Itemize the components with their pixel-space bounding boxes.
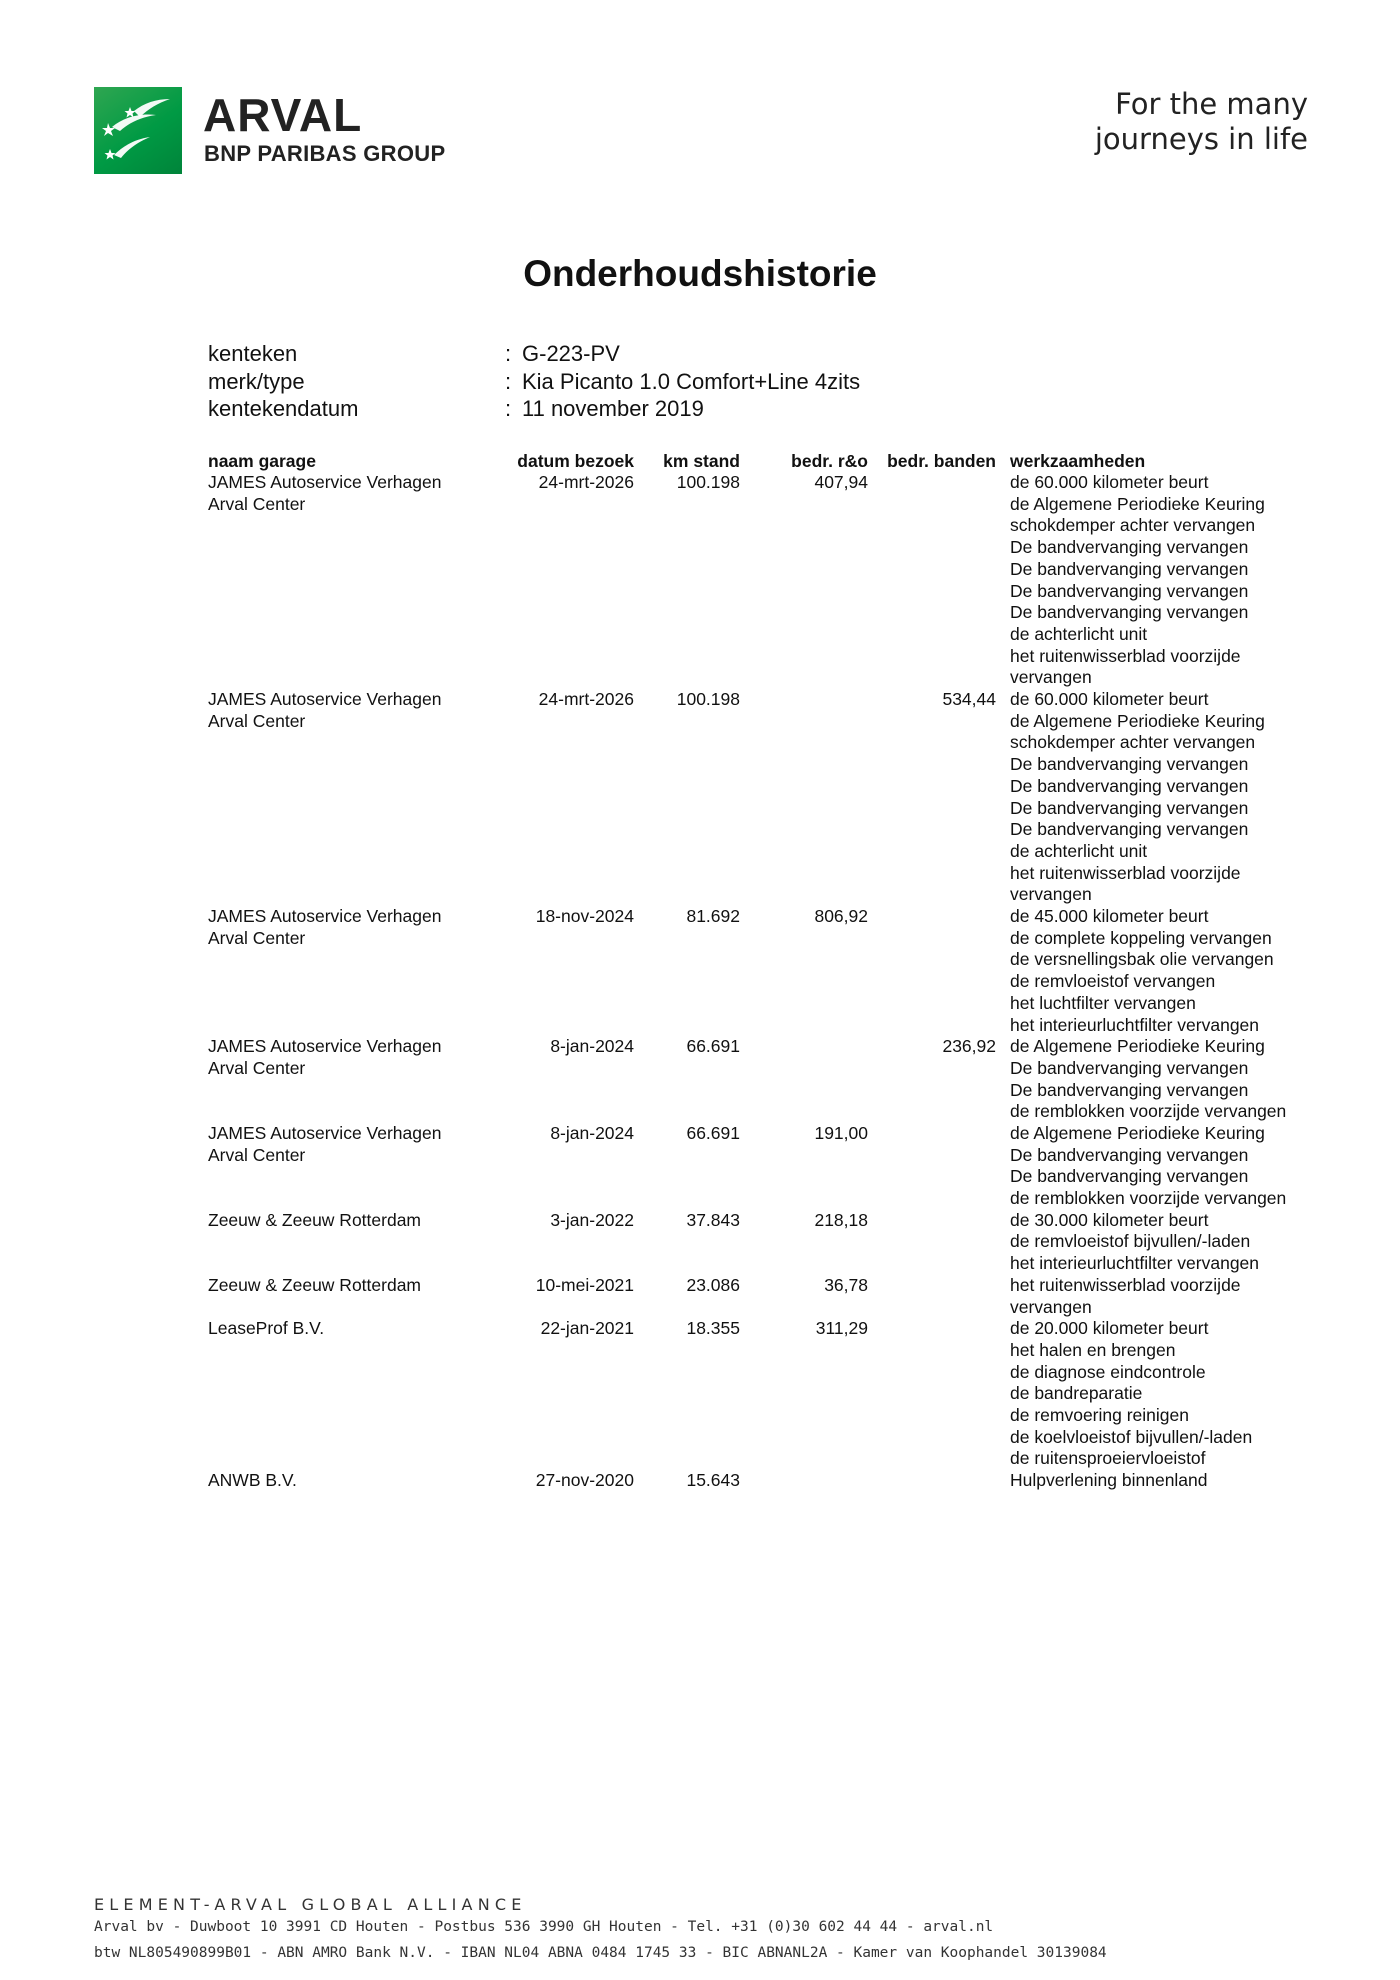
work-item: het halen en brengen	[1010, 1339, 1176, 1360]
vehicle-info-separator: :	[505, 396, 512, 421]
work-item: schokdemper achter vervangen	[1010, 732, 1256, 753]
work-item: De bandvervanging vervangen	[1010, 1057, 1249, 1078]
work-item: vervangen	[1010, 667, 1092, 688]
footer-address: Arval bv - Duwboot 10 3991 CD Houten - Postbus 536 3990 GH Houten - Tel. +31 (0)30 602 44 44 - arval.nl	[94, 1919, 994, 1935]
work-item: de remblokken voorzijde vervangen	[1010, 1101, 1287, 1122]
work-item: de remvoering reinigen	[1010, 1405, 1189, 1426]
work-item: de complete koppeling vervangen	[1010, 927, 1272, 948]
header-tyres: bedr. banden	[887, 451, 996, 471]
table-body	[208, 472, 1318, 1492]
work-item: De bandvervanging vervangen	[1010, 1166, 1249, 1187]
table-row	[208, 1036, 1318, 1123]
work-item: de Algemene Periodieke Keuring	[1010, 1036, 1265, 1057]
cell-km: 81.692	[686, 906, 740, 926]
cell-km: 23.086	[686, 1274, 740, 1295]
garage-line: Arval Center	[208, 493, 306, 514]
header-date: datum bezoek	[517, 451, 634, 471]
vehicle-info-label: kentekendatum	[208, 396, 359, 421]
header-km: km stand	[663, 451, 740, 471]
table-row	[208, 1318, 1318, 1470]
work-item: De bandvervanging vervangen	[1010, 1144, 1249, 1165]
cell-km: 100.198	[676, 472, 740, 492]
work-item: de achterlicht unit	[1010, 840, 1148, 861]
work-item: vervangen	[1010, 1296, 1092, 1317]
work-item: het interieurluchtfilter vervangen	[1010, 1014, 1260, 1035]
vehicle-info-value: 11 november 2019	[522, 396, 704, 421]
cell-km: 66.691	[686, 1036, 740, 1057]
table-header	[208, 450, 1318, 472]
arval-logo-mark	[94, 87, 182, 174]
cell-work	[1010, 689, 1265, 906]
cell-repair: 218,18	[814, 1209, 868, 1230]
cell-work	[1010, 906, 1274, 1036]
work-item: De bandvervanging vervangen	[1010, 775, 1249, 796]
garage-line: Arval Center	[208, 1144, 306, 1165]
work-item: de Algemene Periodieke Keuring	[1010, 710, 1265, 731]
work-item: de 30.000 kilometer beurt	[1010, 1209, 1209, 1230]
table-row	[208, 1470, 1318, 1492]
work-item: het ruitenwisserblad voorzijde	[1010, 1274, 1241, 1295]
work-item: de remvloeistof vervangen	[1010, 971, 1216, 992]
cell-repair: 191,00	[814, 1122, 868, 1143]
cell-date: 10-mei-2021	[535, 1274, 634, 1295]
cell-km: 66.691	[686, 1122, 740, 1143]
work-item: het interieurluchtfilter vervangen	[1010, 1253, 1260, 1274]
garage-line: JAMES Autoservice Verhagen	[208, 472, 442, 492]
work-item: De bandvervanging vervangen	[1010, 537, 1249, 558]
table-row	[208, 472, 1318, 689]
work-item: De bandvervanging vervangen	[1010, 558, 1249, 579]
cell-date: 18-nov-2024	[535, 906, 634, 926]
brand-name: ARVAL	[203, 89, 363, 141]
work-item: de versnellingsbak olie vervangen	[1010, 949, 1274, 970]
work-item: de Algemene Periodieke Keuring	[1010, 1122, 1265, 1143]
table-row	[208, 906, 1318, 1036]
work-item: de remvloeistof bijvullen/-laden	[1010, 1231, 1251, 1252]
work-item: de Algemene Periodieke Keuring	[1010, 493, 1265, 514]
work-item: schokdemper achter vervangen	[1010, 515, 1256, 536]
work-item: De bandvervanging vervangen	[1010, 819, 1249, 840]
cell-work	[1010, 1210, 1259, 1275]
cell-tyres: 534,44	[942, 689, 996, 709]
work-item: de diagnose eindcontrole	[1010, 1361, 1206, 1382]
work-item: Hulpverlening binnenland	[1010, 1470, 1208, 1491]
cell-km: 37.843	[686, 1209, 740, 1230]
stars-icon	[94, 87, 182, 174]
vehicle-info-value: G-223-PV	[522, 341, 620, 366]
work-item: de 20.000 kilometer beurt	[1010, 1318, 1209, 1339]
cell-work	[1010, 1470, 1208, 1492]
table-row	[208, 1275, 1318, 1318]
work-item: De bandvervanging vervangen	[1010, 797, 1249, 818]
header-repair: bedr. r&o	[791, 451, 868, 471]
work-item: het luchtfilter vervangen	[1010, 992, 1196, 1013]
cell-repair: 806,92	[814, 906, 868, 926]
cell-km: 18.355	[686, 1318, 740, 1339]
vehicle-info-label: merk/type	[208, 368, 305, 394]
work-item: De bandvervanging vervangen	[1010, 1079, 1249, 1100]
cell-date: 22-jan-2021	[540, 1318, 634, 1339]
tagline-line1: For the many	[1115, 87, 1308, 121]
maintenance-table	[208, 450, 1318, 1492]
document-title: Onderhoudshistorie	[523, 253, 877, 294]
table-row	[208, 1123, 1318, 1210]
garage-line: Arval Center	[208, 1057, 306, 1078]
cell-repair: 311,29	[815, 1318, 868, 1339]
cell-work	[1010, 1318, 1252, 1470]
cell-date: 27-nov-2020	[535, 1470, 634, 1491]
header-garage: naam garage	[208, 451, 316, 471]
cell-date: 24-mrt-2026	[538, 689, 634, 709]
header-work: werkzaamheden	[1010, 451, 1146, 471]
work-item: de achterlicht unit	[1010, 623, 1148, 644]
footer-registration: btw NL805490899B01 - ABN AMRO Bank N.V. - IBAN NL04 ABNA 0484 1745 33 - BIC ABNANL2A - Kamer van Koophandel 30139084	[94, 1945, 1107, 1961]
tagline-line2: journeys in life	[1094, 122, 1308, 156]
cell-work	[1010, 1275, 1241, 1318]
garage-line: Zeeuw & Zeeuw Rotterdam	[208, 1274, 422, 1295]
work-item: de ruitensproeiervloeistof	[1010, 1448, 1206, 1469]
work-item: het ruitenwisserblad voorzijde	[1010, 645, 1241, 666]
work-item: De bandvervanging vervangen	[1010, 602, 1249, 623]
cell-tyres: 236,92	[942, 1036, 996, 1057]
cell-date: 24-mrt-2026	[538, 472, 634, 492]
cell-repair: 36,78	[824, 1274, 868, 1295]
garage-line: JAMES Autoservice Verhagen	[208, 906, 442, 926]
table-row	[208, 1210, 1318, 1275]
garage-line: ANWB B.V.	[208, 1470, 297, 1491]
work-item: De bandvervanging vervangen	[1010, 754, 1249, 775]
cell-work	[1010, 472, 1265, 689]
cell-km: 15.643	[686, 1470, 740, 1491]
garage-line: LeaseProf B.V.	[208, 1318, 325, 1339]
work-item: de remblokken voorzijde vervangen	[1010, 1188, 1287, 1209]
garage-line: JAMES Autoservice Verhagen	[208, 1122, 442, 1143]
garage-line: JAMES Autoservice Verhagen	[208, 689, 442, 709]
garage-line: JAMES Autoservice Verhagen	[208, 1036, 442, 1057]
vehicle-info-label: kenteken	[208, 341, 298, 366]
cell-date: 8-jan-2024	[550, 1036, 634, 1057]
work-item: de 45.000 kilometer beurt	[1010, 906, 1209, 926]
cell-repair: 407,94	[814, 472, 868, 492]
garage-line: Arval Center	[208, 710, 306, 731]
cell-date: 8-jan-2024	[550, 1122, 634, 1143]
tagline	[1008, 87, 1308, 157]
work-item: de 60.000 kilometer beurt	[1010, 689, 1209, 709]
work-item: de 60.000 kilometer beurt	[1010, 472, 1209, 492]
work-item: De bandvervanging vervangen	[1010, 580, 1249, 601]
work-item: de bandreparatie	[1010, 1383, 1143, 1404]
work-item: het ruitenwisserblad voorzijde	[1010, 862, 1241, 883]
brand-group: BNP PARIBAS GROUP	[204, 141, 446, 166]
cell-work	[1010, 1123, 1286, 1210]
vehicle-info-separator: :	[505, 368, 512, 394]
footer-alliance: ELEMENT-ARVAL GLOBAL ALLIANCE	[94, 1895, 527, 1914]
cell-work	[1010, 1036, 1286, 1123]
work-item: de koelvloeistof bijvullen/-laden	[1010, 1426, 1253, 1447]
cell-km: 100.198	[676, 689, 740, 709]
garage-line: Zeeuw & Zeeuw Rotterdam	[208, 1209, 422, 1230]
vehicle-info-separator: :	[505, 341, 512, 366]
vehicle-info-value: Kia Picanto 1.0 Comfort+Line 4zits	[522, 368, 861, 394]
cell-date: 3-jan-2022	[550, 1209, 634, 1230]
garage-line: Arval Center	[208, 927, 306, 948]
table-row	[208, 689, 1318, 906]
work-item: vervangen	[1010, 884, 1092, 905]
